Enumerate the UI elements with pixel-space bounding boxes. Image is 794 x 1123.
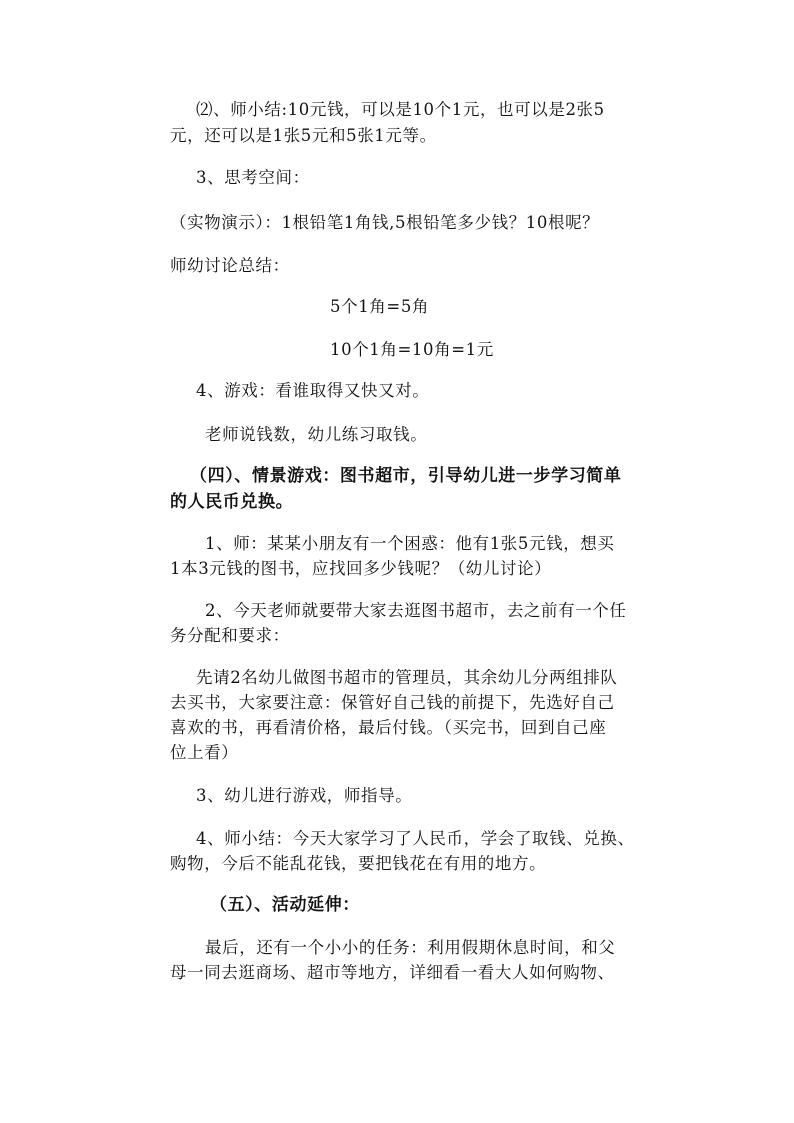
paragraph-instructions-line-4: 位上看） [170, 743, 239, 762]
heading-game: 4、游戏：看谁取得又快又对。 [196, 381, 430, 400]
paragraph-item-2-line-2: 务分配和要求： [170, 626, 290, 645]
paragraph-item-1-line-2: 1本3元钱的图书，应找回多少钱呢？（幼儿讨论） [170, 559, 552, 578]
equation-five-jiao: 5个1角=5角 [330, 297, 430, 316]
heading-thinking-space: 3、思考空间： [196, 168, 310, 187]
paragraph-teacher-summary-line-1: ⑵、师小结:10元钱，可以是10个1元，也可以是2张5 [196, 100, 605, 119]
paragraph-discussion-summary: 师幼讨论总结： [170, 256, 290, 275]
paragraph-extension-line-2: 母一同去逛商场、超市等地方，详细看一看大人如何购物、 [170, 963, 615, 982]
equation-ten-jiao: 10个1角=10角=1元 [330, 340, 494, 359]
paragraph-instructions-line-1: 先请2名幼儿做图书超市的管理员，其余幼儿分两组排队 [196, 668, 618, 687]
paragraph-item-2-line-1: 2、今天老师就要带大家去逛图书超市，去之前有一个任 [205, 601, 627, 620]
paragraph-extension-line-1: 最后，还有一个小小的任务：利用假期休息时间，和父 [205, 938, 616, 957]
section-heading-four-line-1: （四）、情景游戏：图书超市，引导幼儿进一步学习简单 [190, 466, 622, 486]
paragraph-teacher-summary-line-2: 元，还可以是1张5元和5张1元等。 [170, 126, 437, 145]
section-heading-four-line-2: 的人民币兑换。 [170, 492, 294, 512]
paragraph-instructions-line-3: 喜欢的书，再看清价格，最后付钱。（买完书，回到自己座 [170, 718, 607, 737]
paragraph-item-4-line-2: 购物，今后不能乱花钱，要把钱花在有用的地方。 [170, 854, 547, 873]
paragraph-instructions-line-2: 去买书，大家要注意：保管好自己钱的前提下，先选好自己 [170, 693, 615, 712]
paragraph-demo-question: （实物演示）：1根铅笔1角钱,5根铅笔多少钱？10根呢？ [170, 213, 600, 232]
paragraph-item-4-line-1: 4、师小结：今天大家学习了人民币，学会了取钱、兑换、 [196, 829, 635, 848]
paragraph-game-description: 老师说钱数，幼儿练习取钱。 [205, 425, 428, 444]
paragraph-item-1-line-1: 1、师：某某小朋友有一个困惑：他有1张5元钱，想买 [205, 534, 615, 553]
paragraph-item-3: 3、幼儿进行游戏，师指导。 [196, 786, 413, 805]
section-heading-five: （五）、活动延伸： [210, 895, 360, 915]
